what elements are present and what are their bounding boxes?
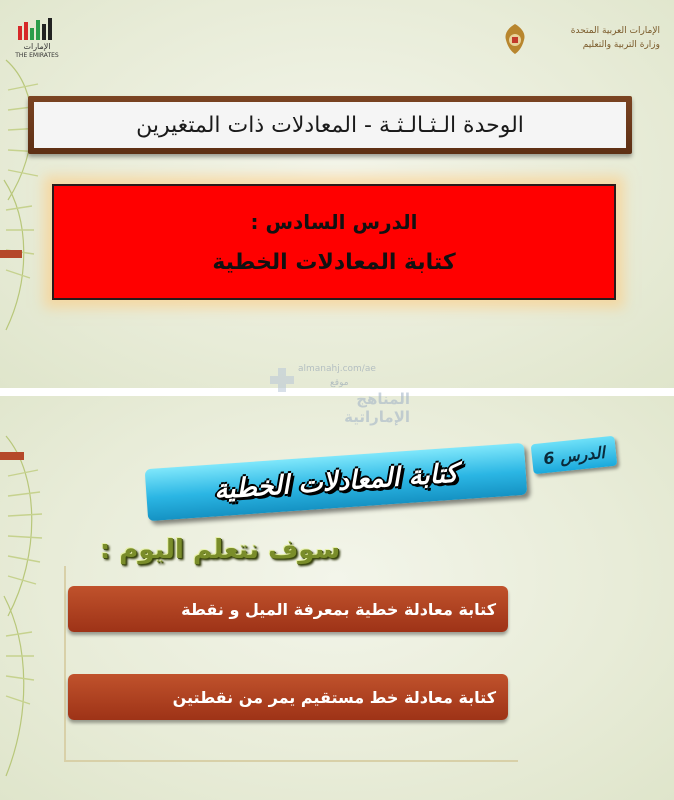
- falcon-emblem-icon: [500, 22, 530, 56]
- learn-today-text: سوف نتعلم اليوم :: [99, 535, 341, 565]
- lesson-number-tag: [531, 436, 618, 475]
- the-emirates-logo: [12, 18, 62, 66]
- lesson-title-text: كتابة المعادلات الخطية: [213, 458, 459, 506]
- watermark-line-2: المناهج الإماراتية: [344, 390, 410, 426]
- decorative-fronds: [0, 396, 60, 800]
- unit-title-banner: [28, 96, 632, 154]
- goal-text: كتابة معادلة خط مستقيم يمر من نقطتين: [172, 687, 496, 707]
- unit-title: الوحدة الـثـالـثـة - المعادلات ذات المتغيرين: [136, 112, 524, 138]
- logo-arabic-text: الإمارات: [23, 42, 51, 51]
- lesson-title-box: [52, 184, 616, 300]
- lesson-name: كتابة المعادلات الخطية: [212, 249, 456, 275]
- goal-item: [68, 586, 508, 632]
- ministry-header: [500, 20, 660, 60]
- lesson-title-banner: [145, 443, 528, 521]
- goal-item: [68, 674, 508, 720]
- slide-1: [0, 0, 674, 388]
- learn-today-heading: [70, 530, 370, 570]
- emirates-flag-bars-icon: [18, 18, 56, 40]
- watermark-plus-icon: [270, 368, 294, 392]
- site-watermark: [250, 364, 410, 434]
- watermark-line-1: موقع: [330, 378, 349, 388]
- logo-english-text: THE EMIRATES: [15, 52, 59, 59]
- slide-2: [0, 364, 674, 800]
- ministry-line-1: الإمارات العربية المتحدة: [570, 26, 660, 36]
- goal-text: كتابة معادلة خطية بمعرفة الميل و نقطة: [181, 599, 496, 619]
- lesson-number-tag-text: الدرس 6: [542, 442, 606, 468]
- ministry-line-2: وزارة التربية والتعليم: [582, 40, 660, 50]
- watermark-url: almanahj.com/ae: [298, 364, 376, 374]
- lesson-number: الدرس السادس :: [250, 209, 418, 234]
